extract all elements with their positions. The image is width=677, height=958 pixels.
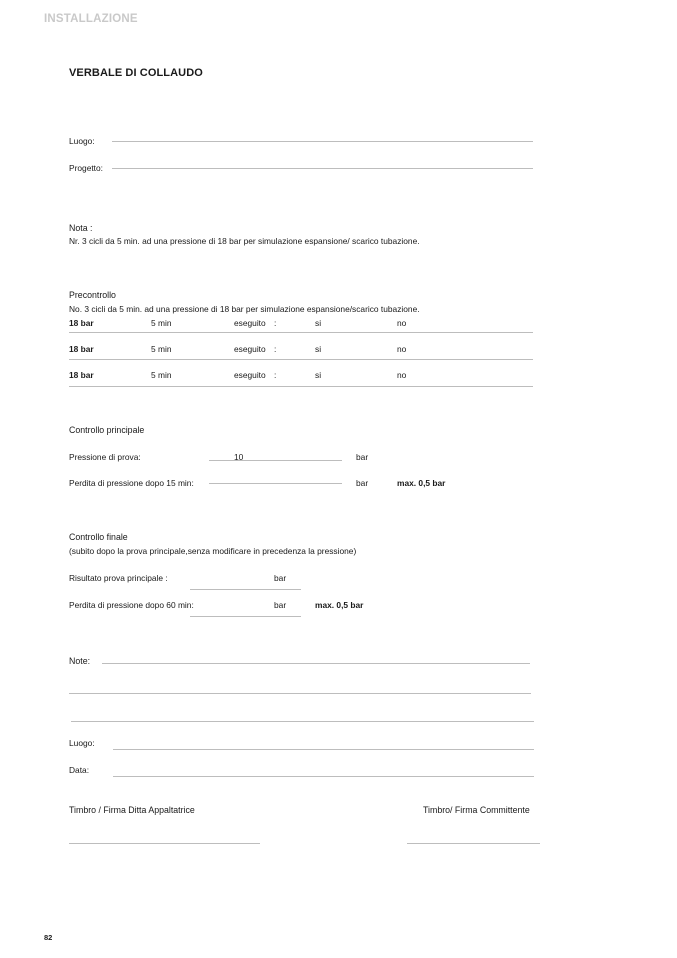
data-field[interactable] [113,776,534,777]
section-label: INSTALLAZIONE [44,13,138,25]
row-duration: 5 min [151,370,172,380]
row-no-option[interactable]: no [397,318,407,328]
luogo-field[interactable] [112,141,533,142]
row-status: eseguito [234,344,266,354]
row-status: eseguito [234,318,266,328]
risultato-field[interactable] [190,589,301,590]
row-divider [69,359,533,360]
row-no-option[interactable]: no [397,370,407,380]
pressione-prova-label: Pressione di prova: [69,452,141,462]
progetto-field[interactable] [112,168,533,169]
precontrollo-heading: Precontrollo [69,290,116,300]
row-separator: : [274,344,277,354]
note-field-line-2[interactable] [69,693,531,694]
row-status: eseguito [234,370,266,380]
row-yes-option[interactable]: si [315,344,322,354]
progetto-label: Progetto: [69,163,103,173]
signature-right-field[interactable] [407,843,540,844]
perdita-60-label: Perdita di pressione dopo 60 min: [69,600,194,610]
page-number: 82 [44,933,53,942]
luogo-footer-field[interactable] [113,749,534,750]
signature-right-label: Timbro/ Firma Committente [423,805,530,815]
page-title: VERBALE DI COLLAUDO [69,67,203,79]
controllo-principale-heading: Controllo principale [69,425,145,435]
row-duration: 5 min [151,318,172,328]
signature-left-field[interactable] [69,843,260,844]
risultato-label: Risultato prova principale : [69,573,168,583]
signature-left-label: Timbro / Firma Ditta Appaltatrice [69,805,195,815]
risultato-unit: bar [274,573,287,583]
row-pressure: 18 bar [69,370,94,380]
row-no-option[interactable]: no [397,344,407,354]
note-field-line-1[interactable] [102,663,530,664]
row-yes-option[interactable]: si [315,318,322,328]
precontrollo-text: No. 3 cicli da 5 min. ad una pressione di 18 bar per simulazione espansione/scarico tubazione. [69,304,420,314]
row-yes-option[interactable]: si [315,370,322,380]
perdita-15-max: max. 0,5 bar [397,478,446,488]
controllo-finale-subheading: (subito dopo la prova principale,senza modificare in precedenza la pressione) [69,546,357,556]
perdita-60-max: max. 0,5 bar [315,600,364,610]
controllo-finale-heading: Controllo finale [69,532,128,542]
luogo-label: Luogo: [69,136,95,146]
row-divider [69,332,533,333]
nota-text: Nr. 3 cicli da 5 min. ad una pressione di 18 bar per simulazione espansione/ scarico tubazione. [69,236,420,246]
perdita-60-field[interactable] [190,616,301,617]
perdita-15-unit: bar [356,478,369,488]
perdita-60-unit: bar [274,600,287,610]
pressione-prova-field[interactable] [209,460,342,461]
pressione-prova-value[interactable]: 10 [234,452,244,462]
luogo-footer-label: Luogo: [69,738,95,748]
row-divider [69,386,533,387]
note-label: Note: [69,656,91,666]
row-duration: 5 min [151,344,172,354]
row-separator: : [274,370,277,380]
perdita-15-field[interactable] [209,483,342,484]
nota-heading: Nota : [69,223,93,233]
row-pressure: 18 bar [69,318,94,328]
perdita-15-label: Perdita di pressione dopo 15 min: [69,478,194,488]
row-separator: : [274,318,277,328]
note-field-line-3[interactable] [71,721,534,722]
data-label: Data: [69,765,90,775]
row-pressure: 18 bar [69,344,94,354]
pressione-prova-unit: bar [356,452,369,462]
